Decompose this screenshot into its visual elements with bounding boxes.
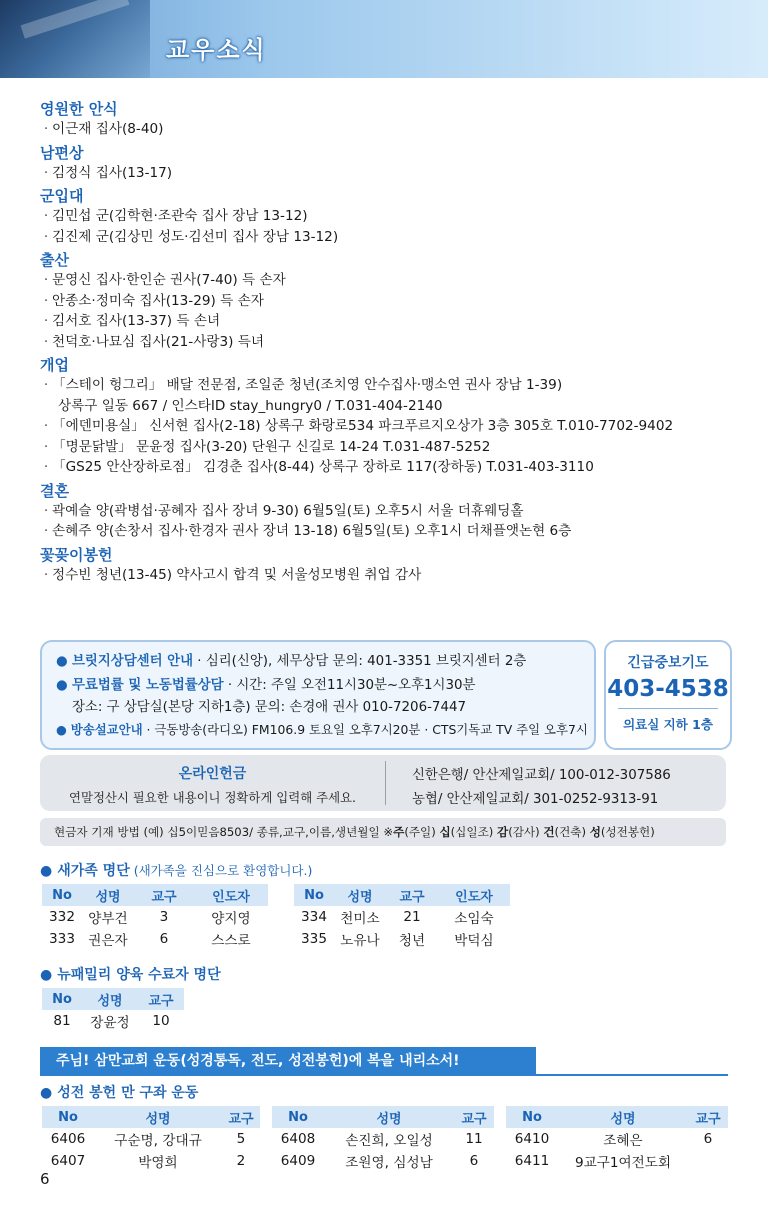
urgent-prayer-phone: 403-4538	[607, 676, 729, 702]
temple-offering-table-1	[42, 1106, 260, 1172]
col-header: 성명	[558, 1106, 688, 1128]
section-title-wedding: 결혼	[40, 481, 69, 500]
col-header: 성명	[82, 884, 134, 906]
urgent-prayer-title: 긴급중보기도	[627, 655, 709, 671]
table-row: 6407 박영희 2	[50, 1153, 246, 1171]
offering-account: 농협/ 안산제일교회/ 301-0252-9313-91	[412, 792, 659, 807]
list-item: · 이근재 집사(8-40)	[43, 121, 164, 137]
col-header: No	[506, 1106, 558, 1128]
col-header: 성명	[82, 988, 138, 1010]
list-item: · 손혜주 양(손창서 집사·한경자 권사 장녀 13-18) 6월5일(토) 오후1시 더채플앳논현 6층	[43, 523, 572, 539]
col-header: 성명	[324, 1106, 454, 1128]
legal-counseling-row: ● 무료법률 및 노동법률상담 · 시간: 주일 오전11시30분~오후1시30분	[56, 678, 476, 693]
new-family-table-right	[294, 884, 510, 950]
list-item: · 김진제 군(김상민 성도·김선미 집사 장남 13-12)	[43, 228, 339, 245]
new-family-title: ● 새가족 명단 (새가족을 진심으로 환영합니다.)	[40, 863, 313, 879]
list-item: · 안종소·정미숙 집사(13-29) 득 손자	[43, 292, 264, 309]
col-header: No	[272, 1106, 324, 1128]
col-header: 교구	[688, 1106, 728, 1128]
list-item: · 「스테이 헝그리」 배달 전문점, 조일준 청년(조치영 안수집사·맹소연 권사 장남 1-39)	[43, 377, 563, 393]
broadcast-row: ● 방송설교안내 · 극동방송(라디오) FM106.9 토요일 오후7시20분 · CTS기독교 TV 주일 오후7시	[56, 722, 588, 737]
legal-place-row: 장소: 구 상담실(본당 지하1층) 문의: 손경애 권사 010-7206-7447	[72, 700, 466, 715]
table-row: 81 장윤정 10	[53, 1013, 170, 1031]
table-row: 6408 손진희, 오일성 11	[280, 1131, 483, 1149]
offering-account: 신한은행/ 안산제일교회/ 100-012-307586	[412, 768, 671, 783]
list-item: · 김정식 집사(13-17)	[43, 164, 173, 181]
table-row: 6411 9교구1여전도회	[514, 1153, 672, 1171]
table-row: 6409 조원영, 심성남 6	[280, 1153, 479, 1171]
page-number: 6	[40, 1170, 50, 1188]
list-item: · 「명문닭발」 문윤정 집사(3-20) 단원구 신길로 14-24 T.031-487-5252	[43, 438, 491, 455]
list-item: · 곽예슬 양(곽병섭·공혜자 집사 장녀 9-30) 6월5일(토) 오후5시 서울 더휴웨딩홀	[43, 502, 524, 519]
offering-title: 온라인헌금	[178, 766, 247, 782]
header-banner	[0, 0, 768, 78]
blessing-banner: 주님! 삼만교회 운동(성경통독, 전도, 성전봉헌)에 복을 내리소서!	[40, 1047, 536, 1075]
section-title-husband-death: 남편상	[40, 143, 84, 162]
section-title-military: 군입대	[40, 187, 84, 205]
col-header: No	[42, 884, 82, 906]
online-offering-box	[40, 755, 726, 811]
section-title-opening: 개업	[40, 356, 69, 374]
col-header: 성명	[334, 884, 386, 906]
page-title: 교우소식	[166, 36, 267, 64]
new-family-course-table	[42, 988, 184, 1032]
urgent-prayer-location: 의료실 지하 1층	[623, 717, 713, 732]
new-family-table-left	[42, 884, 268, 950]
list-item: · 문영신 집사·한인순 권사(7-40) 득 손자	[43, 272, 286, 288]
list-item: · 천덕호·나묘심 집사(21-사랑3) 득녀	[43, 333, 264, 350]
table-row: 6410 조혜은 6	[514, 1131, 713, 1149]
col-header: No	[42, 1106, 94, 1128]
info-box	[40, 640, 596, 750]
list-item: · 「에덴미용실」 신서현 집사(2-18) 상록구 화랑로534 파크푸르지오상가 3층 305호 T.010-7702-9402	[43, 418, 674, 434]
divider	[40, 1074, 728, 1076]
list-item: · 「GS25 안산장하로점」 김경춘 집사(8-44) 상록구 장하로 117(장하동) T.031-403-3110	[43, 459, 594, 475]
section-title-eternal-rest: 영원한 안식	[40, 100, 118, 118]
col-header: 교구	[138, 988, 184, 1010]
col-header: 교구	[222, 1106, 260, 1128]
col-header: 인도자	[438, 884, 510, 906]
col-header: 성명	[94, 1106, 222, 1128]
col-header: 교구	[454, 1106, 494, 1128]
bridge-counseling-row: ● 브릿지상담센터 안내 · 심리(신앙), 세무상담 문의: 401-3351 브릿지센터 2층	[56, 654, 527, 669]
temple-offering-table-2	[272, 1106, 494, 1172]
col-header: 인도자	[194, 884, 268, 906]
col-header: 교구	[386, 884, 438, 906]
new-family-course-title: ● 뉴패밀리 양육 수료자 명단	[40, 967, 221, 983]
table-row: 335 노유나 청년 박덕심	[301, 931, 494, 949]
table-row: 334 천미소 21 소임숙	[301, 909, 494, 927]
list-item-continuation: 상록구 일동 667 / 인스타ID stay_hungry0 / T.031-404-2140	[58, 397, 443, 414]
col-header: 교구	[134, 884, 194, 906]
section-title-flowers: 꽃꽂이봉헌	[40, 545, 113, 564]
section-title-birth: 출산	[40, 251, 69, 269]
table-row: 6406 구순명, 강대규 5	[50, 1131, 246, 1149]
offering-subtitle: 연말정산시 필요한 내용이니 정확하게 입력해 주세요.	[69, 790, 356, 805]
list-item: · 김서호 집사(13-37) 득 손녀	[43, 313, 221, 329]
table-row: 332 양부건 3 양지영	[49, 909, 251, 927]
news-content	[40, 96, 740, 585]
header-photo	[0, 0, 150, 78]
list-item: · 정수빈 청년(13-45) 약사고시 합격 및 서울성모병원 취업 감사	[43, 566, 422, 583]
list-item: · 김민섭 군(김학현·조관숙 집사 장남 13-12)	[43, 208, 308, 224]
offering-method: 현금자 기재 방법 (예) 십5이믿음8503/ 종류,교구,이름,생년월일 ※주(주일) 십(십일조) 감(감사) 건(건축) 성(성전봉헌)	[40, 818, 726, 846]
col-header: No	[42, 988, 82, 1010]
temple-offering-table-3	[506, 1106, 728, 1172]
temple-offering-title: ● 성전 봉헌 만 구좌 운동	[40, 1085, 199, 1101]
table-row: 333 권은자 6 스스로	[49, 931, 251, 949]
urgent-prayer-box	[604, 640, 732, 750]
col-header: No	[294, 884, 334, 906]
